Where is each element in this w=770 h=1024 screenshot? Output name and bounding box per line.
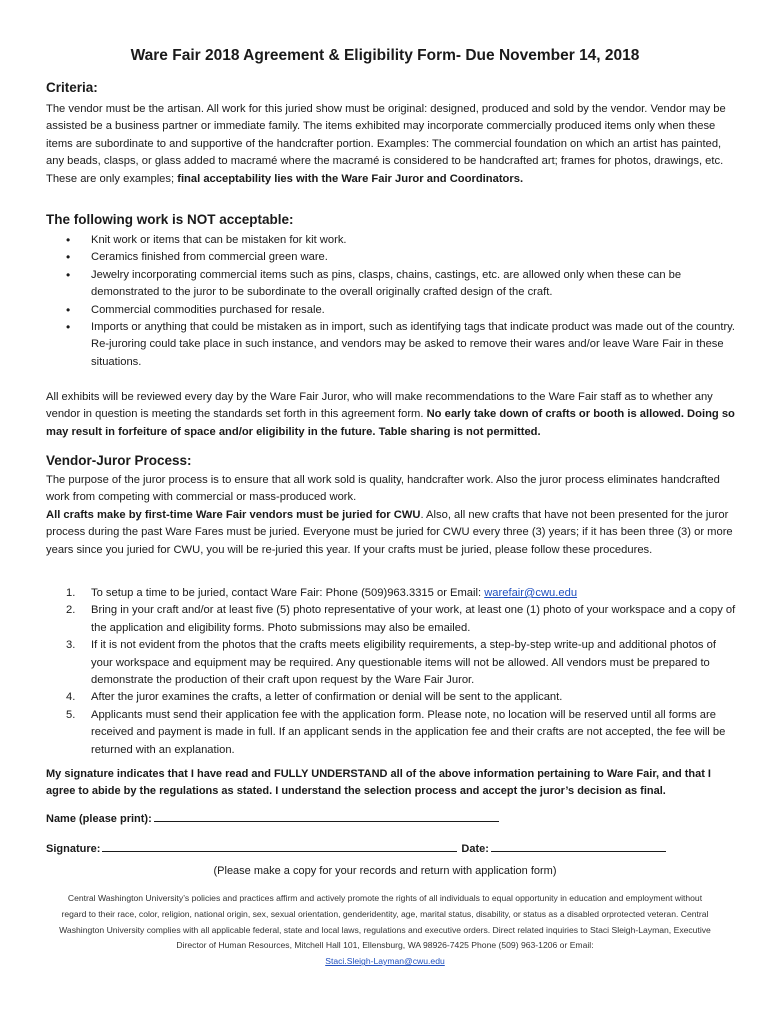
list-item bbox=[46, 602, 736, 637]
date-label: Date: bbox=[461, 843, 489, 855]
list-item: • Commercial commodities purchased for resale. bbox=[46, 302, 736, 319]
juror-steps-list bbox=[46, 585, 736, 759]
review-paragraph bbox=[46, 389, 736, 441]
vendor-juror-heading: Vendor-Juror Process: bbox=[46, 453, 192, 468]
step-text: Bring in your craft and/or at least five (5) photo representative of your work, at least one (1) photo of your workspace and a copy of the application and eligibility forms. Photo submissions may also be emailed. bbox=[91, 604, 736, 634]
signature-input-line[interactable] bbox=[102, 840, 457, 852]
footer-text: Central Washington University’s policies and practices affirm and actively promote the rights of all individuals to equal opportunity in education and employment without regard to their race, color, religion, national origin, sex, sexual orientation, genderidentity, age, marital status, disability, or status as a disabled orprotected veteran. Central Washington University complies with all applicable federal, state and local laws, regulations and executive orders. Direct related inquiries to Staci Sleigh-Layman, Executive Director of Human Resources, Mitchell Hall 101, Ellensburg, WA 98926-7425 Phone (509) 963-1206 or Email: bbox=[59, 893, 711, 951]
name-input-line[interactable] bbox=[154, 810, 499, 822]
vendor-juror-purpose: The purpose of the juror process is to ensure that all work sold is quality, handcrafter work. Also the juror process eliminates handcrafted work from competing with commercial or mass-produced work. bbox=[46, 474, 720, 504]
warefair-email-link[interactable]: warefair@cwu.edu bbox=[484, 587, 578, 599]
review-text: All exhibits will be reviewed every day by the Ware Fair Juror, who will make recommendations to the Ware Fair staff as to whether any vendor in question is meeting the standards set forth in this agreement form. bbox=[46, 391, 713, 421]
step-number: 1. bbox=[66, 587, 76, 599]
list-item: • Knit work or items that can be mistaken for kit work. bbox=[46, 232, 736, 249]
step-text: Applicants must send their application fee with the application form. Please note, no location will be reserved until all forms are received and payment is made in full. If an applicant sends in the application fee and their crafts are not accepted, the fee will be returned with an explanation. bbox=[91, 708, 726, 756]
step-number: 5. bbox=[66, 708, 76, 721]
eeo-footer bbox=[55, 891, 715, 970]
vendor-juror-first-time-bold: All crafts make by first-time Ware Fair vendors must be juried for CWU bbox=[46, 508, 421, 521]
copy-note: (Please make a copy for your records and return with application form) bbox=[213, 865, 557, 877]
signature-field-row bbox=[46, 840, 666, 855]
date-input-line[interactable] bbox=[491, 840, 666, 852]
list-item: • Jewelry incorporating commercial items such as pins, clasps, chains, castings, etc. are allowed only when these can be demonstrated to the juror to be subordinate to the overall originally crafted design of the craft. bbox=[46, 267, 736, 302]
step-number: 3. bbox=[66, 639, 76, 652]
list-item bbox=[46, 707, 736, 759]
list-item: • Imports or anything that could be mistaken as in import, such as identifying tags that indicate product was made out of the country. Re-juroring could take place in such instance, and vendors may be asked to remove their wares and/or leave Ware Fair in these situations. bbox=[46, 319, 736, 371]
vendor-juror-paragraph bbox=[46, 472, 736, 559]
signature-label: Signature: bbox=[46, 843, 101, 855]
step-number: 2. bbox=[66, 604, 76, 617]
step-number: 4. bbox=[66, 691, 76, 704]
list-item bbox=[46, 637, 736, 689]
criteria-text: The vendor must be the artisan. All work for this juried show must be original: designed, produced and sold by the vendor. Vendor may be assisted be a business partner or immediate family. The items exhibited may incorporate commercially produced items only when these items are subordinate to and supportive of the handcrafter portion. Examples: The commercial foundation on which an artist has painted, any beads, clasps, or glass added to macramé where the macramé is considered to be handcrafted art; frames for photos, drawings, etc. bbox=[46, 103, 726, 168]
vendor-juror-first-time-rest: . Also, all new crafts that have not been presented for the juror process during the past Ware Fares must be juried. Everyone must be juried for CWU every three (3) years; if it has been three (3) or more years since you juried for CWU, you will be re-juried this year. If your crafts must be juried, please follow these procedures. bbox=[46, 508, 733, 556]
review-bold-text: No early take down of crafts or booth is allowed. Doing so may result in forfeiture of space and/or eligibility in the future. Table sharing is not permitted. bbox=[46, 408, 735, 438]
criteria-examples-lead: These are only examples; bbox=[46, 172, 178, 185]
name-label: Name (please print): bbox=[46, 813, 152, 825]
criteria-paragraph bbox=[46, 101, 736, 188]
list-item bbox=[46, 585, 736, 602]
footer-email-link[interactable]: Staci.Sleigh-Layman@cwu.edu bbox=[325, 956, 445, 967]
name-field-row bbox=[46, 810, 499, 825]
step-text: After the juror examines the crafts, a letter of confirmation or denial will be sent to the applicant. bbox=[91, 691, 563, 704]
criteria-heading: Criteria: bbox=[46, 80, 98, 95]
page-title: Ware Fair 2018 Agreement & Eligibility Form- Due November 14, 2018 bbox=[130, 47, 640, 64]
signature-statement: My signature indicates that I have read and FULLY UNDERSTAND all of the above information pertaining to Ware Fair, and that I agree to abide by the regulations as stated. I understand the selection process and accept the juror’s decision as final. bbox=[46, 768, 711, 798]
step-text: To setup a time to be juried, contact Ware Fair: Phone (509)963.3315 or Email: bbox=[91, 587, 485, 599]
list-item: • Ceramics finished from commercial green ware. bbox=[46, 249, 736, 266]
criteria-examples-bold: final acceptability lies with the Ware Fair Juror and Coordinators. bbox=[177, 172, 524, 185]
not-acceptable-heading: The following work is NOT acceptable: bbox=[46, 212, 294, 227]
list-item bbox=[46, 689, 736, 706]
step-text: If it is not evident from the photos that the crafts meets eligibility requirements, a step-by-step write-up and additional photos of your workspace and equipment may be required. Any questionable items will not be allowed. All vendors must be prepared to demonstrate the production of their craft upon request by the Ware Fair Juror. bbox=[91, 639, 716, 687]
not-acceptable-list bbox=[46, 232, 736, 371]
